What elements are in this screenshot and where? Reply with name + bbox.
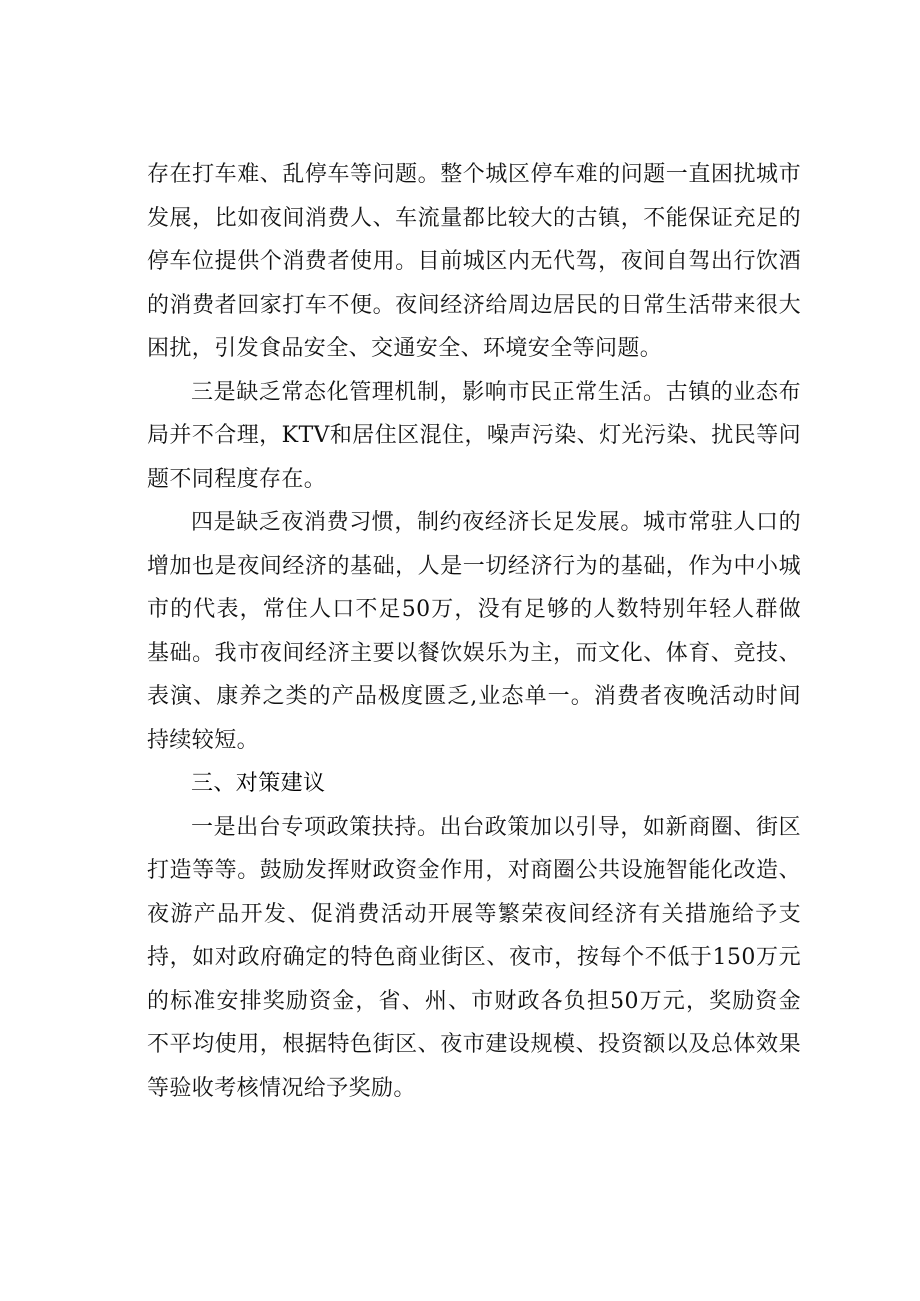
paragraph-management-mechanism: 三是缺乏常态化管理机制，影响市民正常生活。古镇的业态布局并不合理，KTV和居住区混住，噪声污染、灯光污染、扰民等问题不同程度存在。 [147, 379, 801, 492]
section-heading-countermeasures: 三、对策建议 [191, 771, 326, 796]
paragraph-night-consumption-habits: 四是缺乏夜消费习惯，制约夜经济长足发展。城市常驻人口的增加也是夜间经济的基础，人是一切经济行为的基础，作为中小城市的代表，常住人口不足50万，没有足够的人数特别年轻人群做基础。我市夜间经济主要以餐饮娱乐为主，而文化、体育、竞技、表演、康养之类的产品极度匮乏,业态单一。消费者夜晚活动时间持续较短。 [147, 510, 801, 753]
document-body [147, 153, 801, 1110]
paragraph-parking-issues: 存在打车难、乱停车等问题。整个城区停车难的问题一直困扰城市发展，比如夜间消费人、车流量都比较大的古镇，不能保证充足的停车位提供个消费者使用。目前城区内无代驾，夜间自驾出行饮酒的消费者回家打车不便。夜间经济给周边居民的日常生活带来很大困扰，引发食品安全、交通安全、环境安全等问题。 [147, 162, 801, 361]
paragraph-policy-support: 一是出台专项政策扶持。出台政策加以引导，如新商圈、街区打造等等。鼓励发挥财政资金作用，对商圈公共设施智能化改造、夜游产品开发、促消费活动开展等繁荣夜间经济有关措施给予支持，如对政府确定的特色商业街区、夜市，按每个不低于150万元的标准安排奖励资金，省、州、市财政各负担50万元，奖励资金不平均使用，根据特色街区、夜市建设规模、投资额以及总体效果等验收考核情况给予奖励。 [147, 814, 801, 1101]
